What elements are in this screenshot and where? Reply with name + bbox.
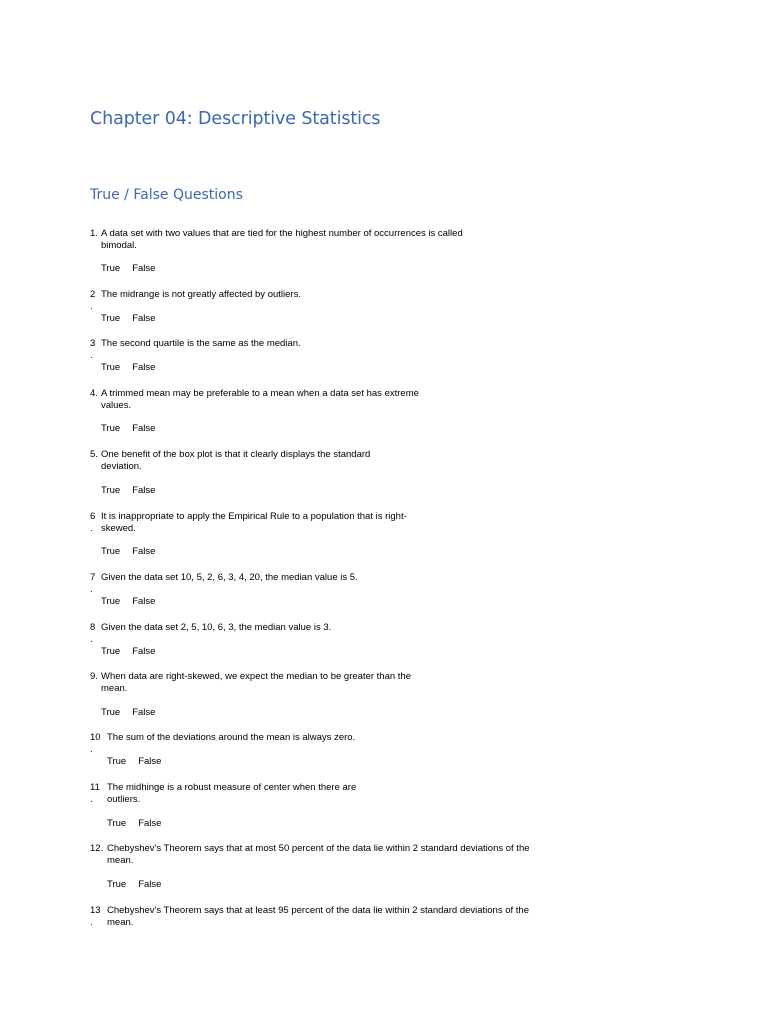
true-option[interactable]: True — [107, 756, 127, 767]
question-number-dot: . — [90, 634, 93, 645]
question-text-line: The midrange is not greatly affected by outliers. — [101, 289, 301, 300]
false-option[interactable]: False — [132, 423, 156, 434]
question-text-line: A trimmed mean may be preferable to a mean when a data set has extreme — [101, 388, 419, 399]
question-text — [101, 511, 407, 535]
true-option[interactable]: True — [101, 596, 121, 607]
false-option[interactable]: False — [132, 646, 156, 657]
question-text-line: The midhinge is a robust measure of center when there are — [107, 782, 357, 793]
question-text — [101, 228, 463, 252]
question-text — [101, 449, 370, 473]
true-false-options — [101, 485, 155, 496]
question-number: 7 — [90, 572, 96, 583]
question-text-line: The second quartile is the same as the median. — [101, 338, 301, 349]
question-text — [107, 905, 529, 929]
true-false-options — [101, 646, 155, 657]
question-number-dot: . — [90, 523, 93, 534]
question-text-line: Given the data set 10, 5, 2, 6, 3, 4, 20, the median value is 5. — [101, 572, 358, 583]
question-number: 12. — [90, 843, 104, 854]
question-number-dot: . — [90, 744, 93, 755]
true-false-options — [101, 546, 155, 557]
true-false-options — [101, 707, 155, 718]
true-option[interactable]: True — [101, 485, 121, 496]
true-option[interactable]: True — [101, 646, 121, 657]
true-false-options — [107, 756, 161, 767]
false-option[interactable]: False — [132, 313, 156, 324]
false-option[interactable]: False — [132, 546, 156, 557]
true-false-options — [101, 313, 155, 324]
false-option[interactable]: False — [132, 362, 156, 373]
true-option[interactable]: True — [101, 546, 121, 557]
question-text-line: Chebyshev's Theorem says that at most 50 percent of the data lie within 2 standard deviations of the — [107, 843, 530, 854]
question-number: 10 — [90, 732, 101, 743]
false-option[interactable]: False — [132, 596, 156, 607]
question-text-line: bimodal. — [101, 240, 137, 251]
question-number: 13 — [90, 905, 101, 916]
question-number-dot: . — [90, 794, 93, 805]
question-text — [107, 843, 530, 867]
true-option[interactable]: True — [101, 707, 121, 718]
true-option[interactable]: True — [101, 423, 121, 434]
question-text — [101, 622, 331, 634]
false-option[interactable]: False — [138, 756, 162, 767]
question-text-line: It is inappropriate to apply the Empirical Rule to a population that is right- — [101, 511, 407, 522]
question-number: 5. — [90, 449, 98, 460]
question-number: 4. — [90, 388, 98, 399]
question-text-line: Given the data set 2, 5, 10, 6, 3, the median value is 3. — [101, 622, 332, 633]
question-text-line: mean. — [101, 683, 128, 694]
true-false-options — [101, 423, 155, 434]
question-text-line: One benefit of the box plot is that it clearly displays the standard — [101, 449, 371, 460]
question-number: 11 — [90, 782, 100, 793]
question-text — [107, 732, 355, 744]
true-option[interactable]: True — [107, 879, 127, 890]
false-option[interactable]: False — [132, 485, 156, 496]
question-number: 9. — [90, 671, 98, 682]
question-text — [101, 388, 419, 412]
question-text-line: deviation. — [101, 461, 142, 472]
question-text-line: skewed. — [101, 523, 136, 534]
true-option[interactable]: True — [101, 263, 121, 274]
question-number-dot: . — [90, 301, 93, 312]
question-number: 2 — [90, 289, 96, 300]
question-text — [101, 572, 358, 584]
question-text — [101, 671, 411, 695]
true-option[interactable]: True — [101, 313, 121, 324]
question-number-dot: . — [90, 350, 93, 361]
question-text — [101, 289, 301, 301]
false-option[interactable]: False — [138, 879, 162, 890]
question-text-line: values. — [101, 400, 132, 411]
question-text-line: outliers. — [107, 794, 141, 805]
question-number-dot: . — [90, 917, 93, 928]
question-text-line: Chebyshev's Theorem says that at least 95 percent of the data lie within 2 standard deviations of the — [107, 905, 529, 916]
false-option[interactable]: False — [132, 707, 156, 718]
true-false-options — [101, 596, 155, 607]
question-number-dot: . — [90, 584, 93, 595]
question-text — [107, 782, 356, 806]
false-option[interactable]: False — [138, 818, 162, 829]
section-title: True / False Questions — [90, 187, 243, 203]
question-number: 3 — [90, 338, 96, 349]
question-text-line: The sum of the deviations around the mean is always zero. — [107, 732, 356, 743]
question-number: 1. — [90, 228, 98, 239]
question-text-line: mean. — [107, 917, 134, 928]
true-false-options — [101, 263, 155, 274]
question-text-line: mean. — [107, 855, 134, 866]
true-option[interactable]: True — [107, 818, 127, 829]
chapter-title: Chapter 04: Descriptive Statistics — [90, 109, 381, 129]
question-text-line: A data set with two values that are tied for the highest number of occurrences is called — [101, 228, 463, 239]
question-text — [101, 338, 301, 350]
true-option[interactable]: True — [101, 362, 121, 373]
question-number: 6 — [90, 511, 96, 522]
true-false-options — [101, 362, 155, 373]
true-false-options — [107, 879, 161, 890]
question-text-line: When data are right-skewed, we expect the median to be greater than the — [101, 671, 411, 682]
true-false-options — [107, 818, 161, 829]
false-option[interactable]: False — [132, 263, 156, 274]
question-number: 8 — [90, 622, 96, 633]
